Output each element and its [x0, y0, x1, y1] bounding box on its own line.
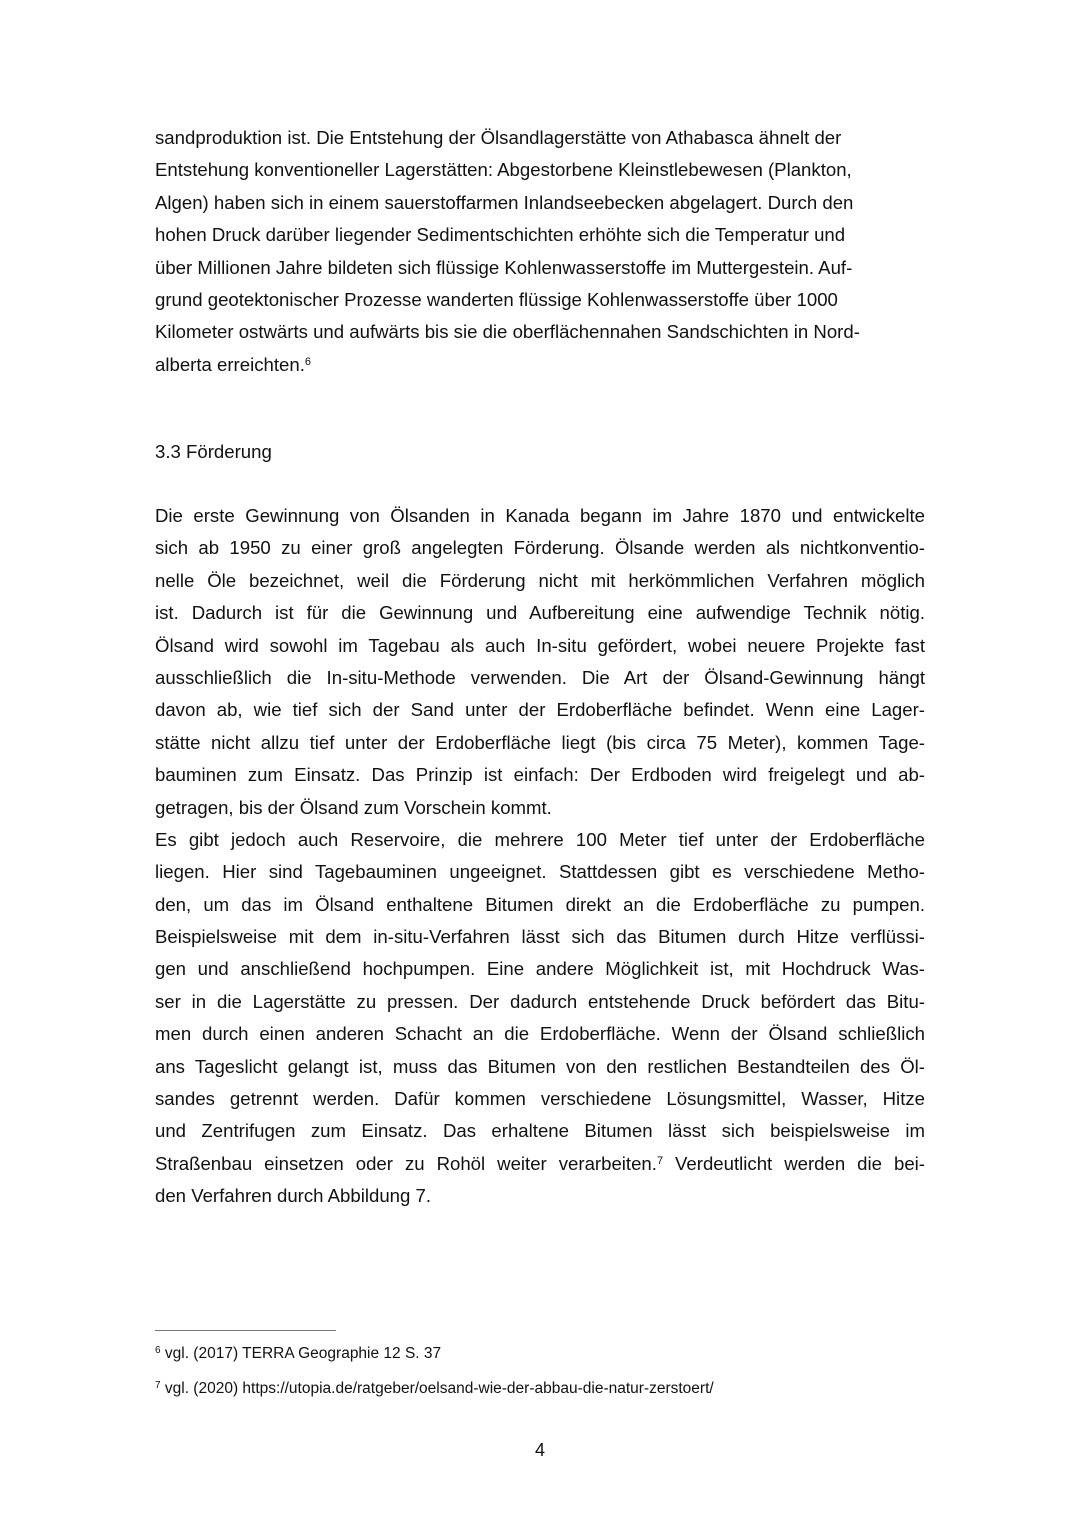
paragraph-extraction — [155, 500, 925, 1213]
text-line — [155, 921, 925, 953]
line-text: bauminen zum Einsatz. Das Prinzip ist einfach: Der Erdboden wird freigelegt und ab- — [155, 764, 925, 786]
footnote-divider — [155, 1330, 336, 1331]
text-line — [155, 662, 925, 694]
text-line — [155, 1018, 925, 1050]
text-line — [155, 824, 925, 856]
text-line — [155, 597, 925, 629]
line-text: ist. Dadurch ist für die Gewinnung und Aufbereitung eine aufwendige Technik nötig. — [155, 602, 925, 624]
line-text: Es gibt jedoch auch Reservoire, die mehrere 100 Meter tief unter der Erdoberfläche — [155, 828, 925, 850]
text-line — [155, 759, 925, 791]
line-text: Kilometer ostwärts und aufwärts bis sie die oberflächennahen Sandschichten in Nord- — [155, 321, 860, 343]
line-text-tail: Verdeutlicht werden die bei- — [663, 1152, 925, 1174]
line-text: getragen, bis der Ölsand zum Vorschein kommt. — [155, 796, 552, 818]
text-line — [155, 986, 925, 1018]
text-line — [155, 727, 925, 759]
text-line — [155, 953, 925, 985]
line-text: Ölsand wird sowohl im Tagebau als auch In-situ gefördert, wobei neuere Projekte fast — [155, 634, 925, 656]
line-text: nelle Öle bezeichnet, weil die Förderung nicht mit herkömmlichen Verfahren möglich — [155, 569, 925, 591]
line-text: Beispielsweise mit dem in-situ-Verfahren lässt sich das Bitumen durch Hitze verflüssi- — [155, 926, 925, 948]
text-line — [155, 565, 925, 597]
text-line — [155, 349, 925, 381]
footnote-reference: 6 — [304, 355, 311, 368]
section-heading: 3.3 Förderung — [155, 441, 272, 462]
line-text: Entstehung konventioneller Lagerstätten: Abgestorbene Kleinstlebewesen (Plankton, — [155, 159, 852, 181]
footnote-6 — [155, 1345, 441, 1363]
line-text: über Millionen Jahre bildeten sich flüssige Kohlenwasserstoffe im Muttergestein. Auf- — [155, 256, 853, 278]
line-text: den Verfahren durch Abbildung 7. — [155, 1185, 432, 1207]
text-line — [155, 284, 925, 316]
line-text: Algen) haben sich in einem sauerstoffarmen Inlandseebecken abgelagert. Durch den — [155, 191, 854, 213]
text-line — [155, 252, 925, 284]
footnote-text: vgl. (2020) https://utopia.de/ratgeber/oelsand-wie-der-abbau-die-natur-zerstoert/ — [164, 1380, 714, 1397]
text-line — [155, 154, 925, 186]
text-line — [155, 630, 925, 662]
line-text: alberta erreichten. — [155, 353, 305, 375]
text-line — [155, 889, 925, 921]
line-text: ser in die Lagerstätte zu pressen. Der dadurch entstehende Druck befördert das Bitu- — [155, 990, 925, 1012]
line-text: ausschließlich die In-situ-Methode verwenden. Die Art der Ölsand-Gewinnung hängt — [155, 666, 925, 688]
line-text: und Zentrifugen zum Einsatz. Das erhaltene Bitumen lässt sich beispielsweise im — [155, 1120, 925, 1142]
text-line — [155, 532, 925, 564]
line-text: sandes getrennt werden. Dafür kommen verschiedene Lösungsmittel, Wasser, Hitze — [155, 1088, 925, 1110]
line-text: ans Tageslicht gelangt ist, muss das Bitumen von den restlichen Bestandteilen des Öl- — [155, 1055, 925, 1077]
text-line — [155, 694, 925, 726]
footnote-7 — [155, 1380, 714, 1398]
line-text: Die erste Gewinnung von Ölsanden in Kanada begann im Jahre 1870 und entwickelte — [155, 505, 925, 526]
line-text: liegen. Hier sind Tagebauminen ungeeignet. Stattdessen gibt es verschiedene Metho- — [155, 861, 925, 883]
line-text: gen und anschließend hochpumpen. Eine andere Möglichkeit ist, mit Hochdruck Was- — [155, 958, 925, 980]
line-text: grund geotektonischer Prozesse wanderten flüssige Kohlenwasserstoffe über 1000 — [155, 288, 838, 310]
line-text: men durch einen anderen Schacht an die Erdoberfläche. Wenn der Ölsand schließlich — [155, 1023, 925, 1045]
text-line — [155, 1083, 925, 1115]
footnote-text: vgl. (2017) TERRA Geographie 12 S. 37 — [164, 1345, 442, 1362]
line-text: sich ab 1950 zu einer groß angelegten Förderung. Ölsande werden als nichtkonventio- — [155, 537, 925, 559]
line-text: hohen Druck darüber liegender Sedimentschichten erhöhte sich die Temperatur und — [155, 224, 846, 246]
page-number: 4 — [534, 1440, 545, 1460]
footnote-number: 7 — [155, 1380, 161, 1391]
text-line — [155, 500, 925, 532]
footnote-reference: 7 — [656, 1154, 664, 1167]
text-line — [155, 1051, 925, 1083]
line-text: sandproduktion ist. Die Entstehung der Ölsandlagerstätte von Athabasca ähnelt der — [155, 127, 842, 148]
text-line — [155, 219, 925, 251]
text-line — [155, 1148, 925, 1180]
text-line — [155, 1115, 925, 1147]
text-line — [155, 316, 925, 348]
line-text: stätte nicht allzu tief unter der Erdoberfläche liegt (bis circa 75 Meter), kommen Tage- — [155, 731, 925, 753]
footnote-number: 6 — [155, 1345, 161, 1356]
line-text: den, um das im Ölsand enthaltene Bitumen direkt an die Erdoberfläche zu pumpen. — [155, 893, 925, 915]
paragraph-origin — [155, 122, 925, 381]
line-text: Straßenbau einsetzen oder zu Rohöl weiter verarbeiten. — [155, 1152, 657, 1174]
text-line — [155, 122, 925, 154]
text-line — [155, 792, 925, 824]
line-text: davon ab, wie tief sich der Sand unter der Erdoberfläche befindet. Wenn eine Lager- — [155, 699, 925, 721]
text-line — [155, 856, 925, 888]
text-line — [155, 187, 925, 219]
text-line — [155, 1180, 925, 1212]
